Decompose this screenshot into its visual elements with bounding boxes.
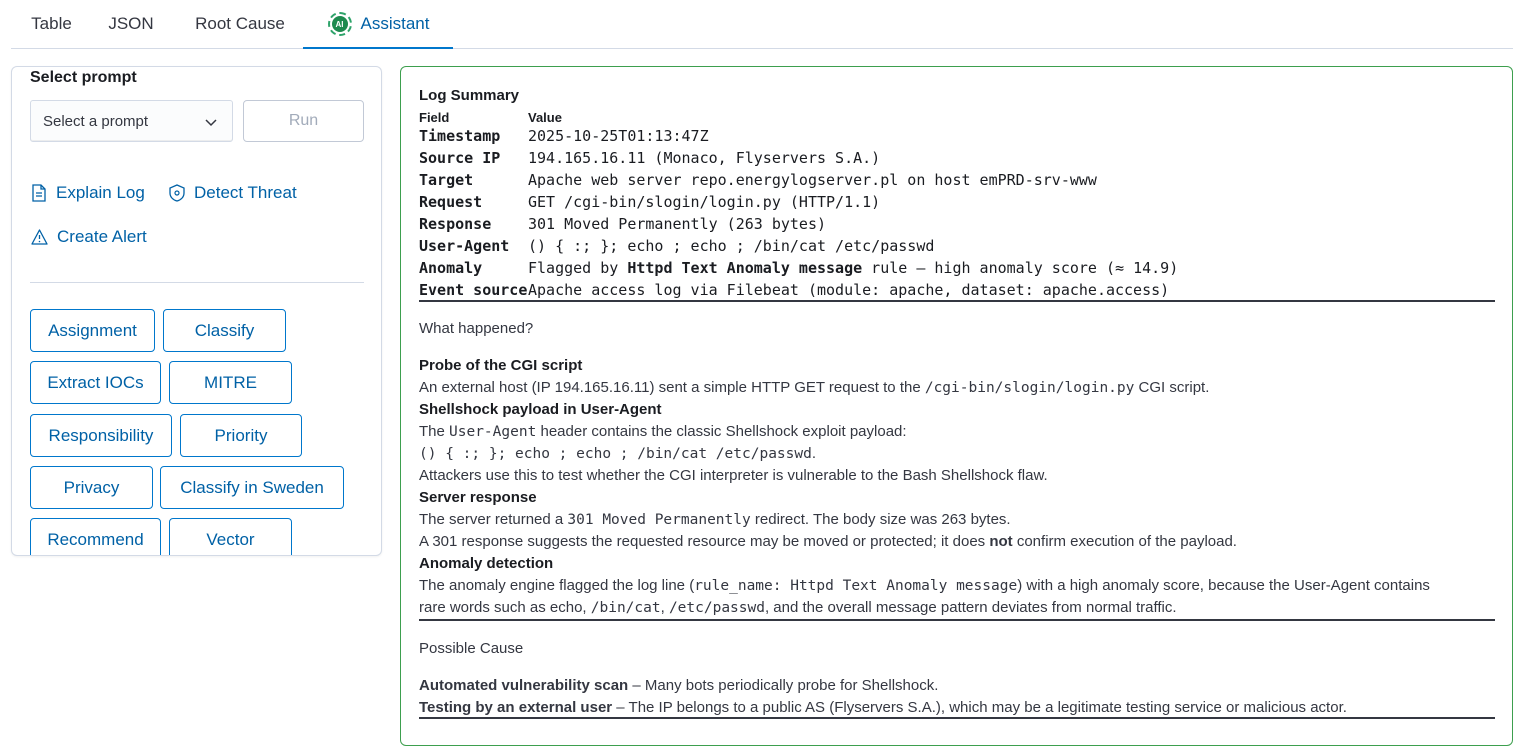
run-button[interactable]: Run bbox=[243, 100, 364, 142]
tab-assistant[interactable] bbox=[303, 0, 453, 48]
server-response-note: A 301 response suggests the requested resource may be moved or protected; it does not confirm execution of the payload. bbox=[419, 533, 1237, 550]
possible-cause-item: Testing by an external user – The IP belongs to a public AS (Flyservers S.A.), which may be a legitimate testing service or malicious actor. bbox=[419, 699, 1347, 716]
assistant-response-panel: Log Summary Field Value Timestamp 2025-10-25T01:13:47Z Source IP 194.165.16.11 (Monaco, Flyservers S.A.) Target Apache web server repo.energylogserver.pl on host emPRD-srv-www Request GET /cgi-bin/slogin/login.py (HTTP/1.1) Response 301 Moved Permanently (263 bytes) User-Agent () { :; }; echo ; echo ; /bin/cat /etc/passwd Anomaly Flagged by Httpd Text Anomaly message rule – high anomaly score (≈ 14.9) Event source Apache access log via Filebeat (module: apache, dataset: apache.access) What happened? Probe of the CGI script An external host (IP 194.165.16.11) sent a simple HTTP GET request to the /cgi-bin/slogin/login.py CGI script. Shellshock payload in User-Agent The User-Agent header contains the classic Shellshock exploit payload: () { :; }; echo ; echo ; /bin/cat /etc/passwd. Attackers use this to test whether the CGI interpreter is vulnerable to the Bash Shellshock flaw. Server response The server returned a 301 Moved Permanently redirect. The body size was 263 bytes. A 301 response suggests the requested resource may be moved or protected; it does not confirm execution of the payload. Anomaly detection The anomaly engine flagged the log line (rule_name: Httpd Text Anomaly message) with a high anomaly score, because the User-Agent contains rare words such as echo, /bin/cat, /etc/passwd, and the overall message pattern deviates from normal traffic. Possible Cause Automated vulnerability scan – Many bots periodically probe for Shellshock. Testing by an external user – The IP belongs to a public AS (Flyservers S.A.), which may be a legitimate testing service or malicious actor. bbox=[400, 66, 1513, 746]
prompt-chip-recommend[interactable]: Recommend bbox=[30, 518, 161, 556]
tab-table-label: Table bbox=[31, 14, 72, 33]
create-alert-label: Create Alert bbox=[57, 227, 147, 246]
server-response-heading: Server response bbox=[419, 489, 537, 506]
ai-badge-icon: AI bbox=[327, 11, 353, 37]
tab-table[interactable] bbox=[11, 0, 92, 48]
shield-icon bbox=[169, 184, 185, 202]
chevron-down-icon bbox=[204, 115, 218, 129]
detect-threat-label: Detect Threat bbox=[194, 183, 297, 202]
possible-cause-label: Possible Cause bbox=[419, 640, 524, 657]
anomaly-detection-text-2: rare words such as echo, /bin/cat, /etc/passwd, and the overall message pattern deviates from normal traffic. bbox=[419, 599, 1177, 616]
what-happened-label: What happened? bbox=[419, 320, 534, 337]
warning-icon bbox=[31, 229, 48, 245]
tab-bar bbox=[11, 0, 1513, 49]
tab-root-cause-label: Root Cause bbox=[195, 14, 285, 33]
log-summary-title: Log Summary bbox=[419, 87, 520, 104]
divider bbox=[30, 282, 364, 283]
anomaly-detection-heading: Anomaly detection bbox=[419, 555, 554, 572]
prompt-chip-mitre[interactable]: MITRE bbox=[169, 361, 292, 404]
prompt-chip-responsibility[interactable]: Responsibility bbox=[30, 414, 172, 457]
explain-log-button[interactable] bbox=[31, 183, 145, 203]
create-alert-button[interactable] bbox=[31, 227, 147, 247]
value-column-header: Value bbox=[528, 110, 562, 125]
field-column-header: Field bbox=[419, 110, 450, 125]
probe-text: An external host (IP 194.165.16.11) sent a simple HTTP GET request to the /cgi-bin/slogin/login.py CGI script. bbox=[419, 379, 1210, 396]
prompt-chip-vector[interactable]: Vector bbox=[169, 518, 292, 556]
section-divider bbox=[419, 619, 1495, 621]
prompt-chip-classify-in-sweden[interactable]: Classify in Sweden bbox=[160, 466, 344, 509]
explain-log-label: Explain Log bbox=[56, 183, 145, 202]
prompt-select-value: Select a prompt bbox=[43, 112, 149, 130]
section-divider bbox=[419, 717, 1495, 719]
server-response-text: The server returned a 301 Moved Permanently redirect. The body size was 263 bytes. bbox=[419, 511, 1011, 528]
prompt-chip-extract-iocs[interactable]: Extract IOCs bbox=[30, 361, 161, 404]
prompt-panel-title: Select prompt bbox=[30, 69, 137, 86]
tab-root-cause[interactable] bbox=[177, 0, 303, 48]
shellshock-heading: Shellshock payload in User-Agent bbox=[419, 401, 662, 418]
prompt-chip-classify[interactable]: Classify bbox=[163, 309, 286, 352]
probe-heading: Probe of the CGI script bbox=[419, 357, 583, 374]
anomaly-detection-text: The anomaly engine flagged the log line (rule_name: Httpd Text Anomaly message) with a high anomaly score, because the User-Agent contains bbox=[419, 577, 1430, 594]
shellshock-note: Attackers use this to test whether the CGI interpreter is vulnerable to the Bash Shellshock flaw. bbox=[419, 467, 1048, 484]
tab-assistant-label: Assistant bbox=[360, 14, 430, 33]
prompt-panel bbox=[11, 66, 382, 556]
tab-json[interactable] bbox=[92, 0, 170, 48]
shellshock-payload: () { :; }; echo ; echo ; /bin/cat /etc/passwd. bbox=[419, 445, 817, 462]
possible-cause-item: Automated vulnerability scan – Many bots periodically probe for Shellshock. bbox=[419, 677, 939, 694]
shellshock-text: The User-Agent header contains the classic Shellshock exploit payload: bbox=[419, 423, 907, 440]
detect-threat-button[interactable] bbox=[169, 183, 297, 203]
summary-divider bbox=[419, 300, 1495, 302]
document-icon bbox=[31, 184, 47, 202]
prompt-chip-assignment[interactable]: Assignment bbox=[30, 309, 155, 352]
tab-json-label: JSON bbox=[108, 14, 154, 33]
prompt-select[interactable] bbox=[30, 100, 233, 142]
prompt-chip-privacy[interactable]: Privacy bbox=[30, 466, 153, 509]
prompt-chip-priority[interactable]: Priority bbox=[180, 414, 302, 457]
